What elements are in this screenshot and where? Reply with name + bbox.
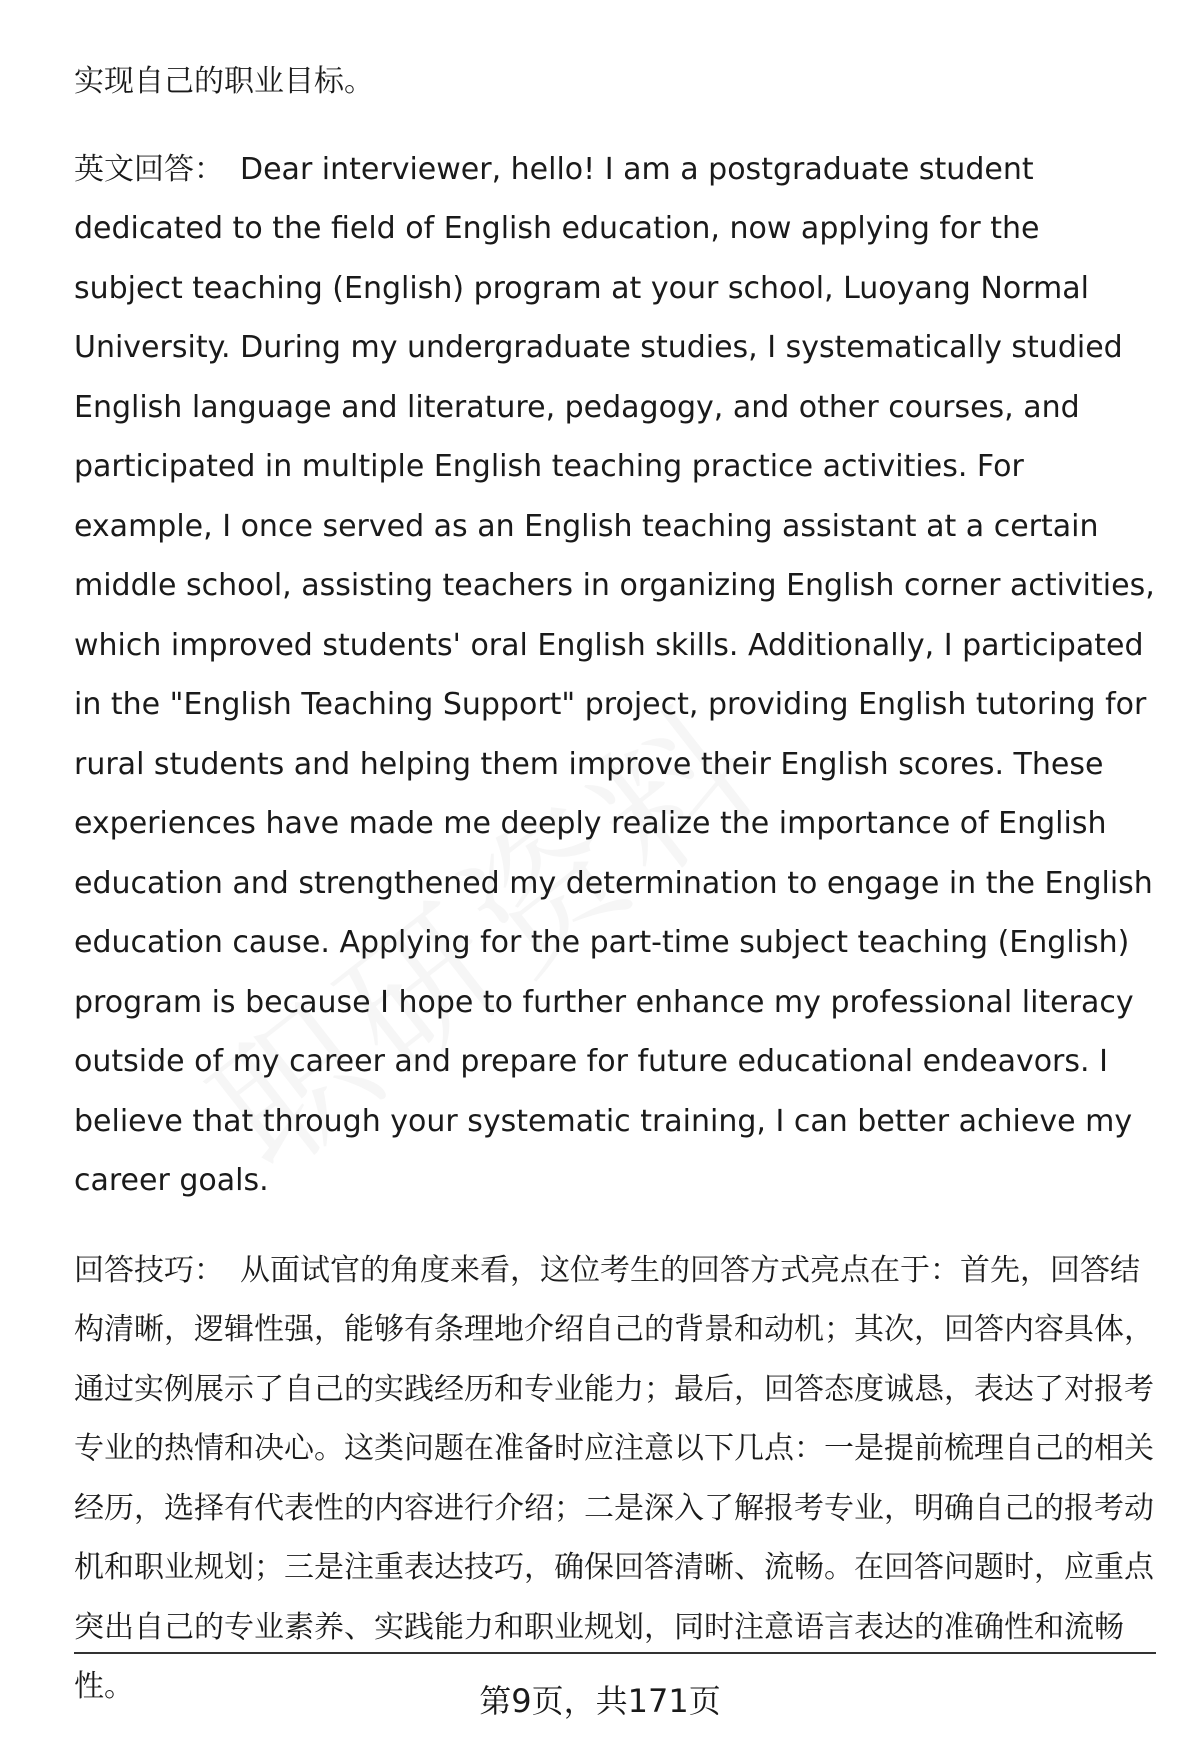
footer-divider	[74, 1652, 1156, 1654]
english-answer-label: 英文回答：	[74, 151, 224, 187]
page-number: 第9页，共171页	[479, 1682, 721, 1720]
intro-line: 实现自己的职业目标。	[74, 64, 374, 99]
answer-tips-text: 从面试官的角度来看，这位考生的回答方式亮点在于：首先，回答结构清晰，逻辑性强，能够有条理地介绍自己的背景和动机；其次，回答内容具体，通过实例展示了自己的实践经历和专业能力；最后，回答态度诚恳，表达了对报考专业的热情和决心。这类问题在准备时应注意以下几点：一是提前梳理自己的相关经历，选择有代表性的内容进行介绍；二是深入了解报考专业，明确自己的报考动机和职业规划；三是注重表达技巧，确保回答清晰、流畅。在回答问题时，应重点突出自己的专业素养、实践能力和职业规划，同时注意语言表达的准确性和流畅性。	[74, 1252, 1154, 1704]
english-answer-text: Dear interviewer, hello! I am a postgraduate student dedicated to the field of English education, now applying for the subject teaching (English) program at your school, Luoyang Normal University. During my undergraduate studies, I systematically studied English language and literature, pedagogy, and other courses, and participated in multiple English teaching practice activities. For example, I once served as an English teaching assistant at a certain middle school, assisting teachers in organizing English corner activities, which improved students' oral English skills. Additionally, I participated in the "English Teaching Support" project, providing English tutoring for rural students and helping them improve their English scores. These experiences have made me deeply realize the importance of English education and strengthened my determination to engage in the English education cause. Applying for the part-time subject teaching (English) program is because I hope to further enhance my professional literacy outside of my career and prepare for future educational endeavors. I believe that through your systematic training, I can better achieve my career goals.	[74, 151, 1155, 1198]
document-page	[74, 52, 1156, 1717]
answer-tips-label: 回答技巧：	[74, 1252, 224, 1288]
answer-tips-paragraph	[74, 1241, 1156, 1717]
english-answer-paragraph	[74, 140, 1156, 1211]
